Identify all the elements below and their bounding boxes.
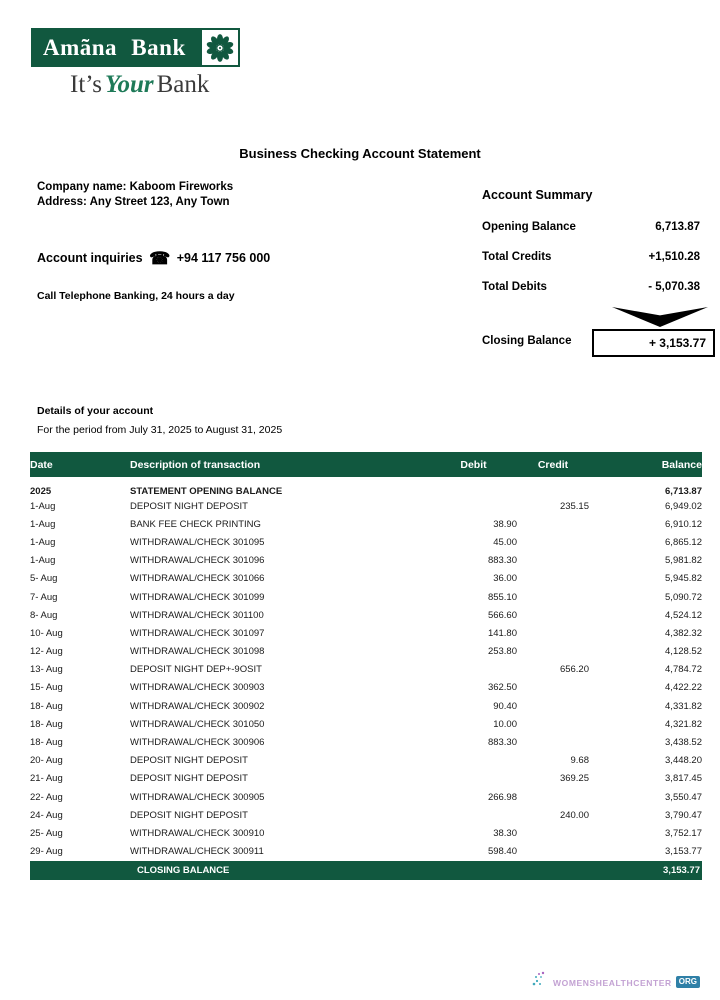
bank-flower-emblem <box>202 30 238 65</box>
closing-balance-row <box>30 861 702 880</box>
table-row: 8- Aug WITHDRAWAL/CHECK 301100 566.60 4,524.12 <box>30 609 702 621</box>
col-header-date: Date <box>30 452 130 477</box>
closing-row-label: CLOSING BALANCE <box>130 861 430 880</box>
total-credits-label: Total Credits <box>482 251 552 263</box>
flower-icon <box>205 33 235 63</box>
inquiries-phone-number: +94 117 756 000 <box>176 251 271 265</box>
table-row: 24- Aug DEPOSIT NIGHT DEPOSIT 240.00 3,790.47 <box>30 809 702 821</box>
details-heading: Details of your account <box>37 405 154 417</box>
col-header-description: Description of transaction <box>130 452 430 477</box>
account-inquiries-line <box>37 249 270 269</box>
company-name: Company name: Kaboom Fireworks <box>37 181 234 193</box>
opening-balance-label: Opening Balance <box>482 221 576 233</box>
total-debits-label: Total Debits <box>482 281 547 293</box>
table-row: 18- Aug WITHDRAWAL/CHECK 301050 10.00 4,321.82 <box>30 718 702 730</box>
statement-title: Business Checking Account Statement <box>239 146 481 161</box>
table-header-row <box>30 452 702 477</box>
company-address: Address: Any Street 123, Any Town <box>37 196 230 208</box>
tagline-bank: Bank <box>156 71 210 98</box>
statement-period: For the period from July 31, 2025 to August 31, 2025 <box>37 424 283 436</box>
table-row: 20- Aug DEPOSIT NIGHT DEPOSIT 9.68 3,448.20 <box>30 755 702 767</box>
tagline-its: It’s <box>70 71 102 98</box>
table-row: 12- Aug WITHDRAWAL/CHECK 301098 253.80 4,128.52 <box>30 646 702 658</box>
table-row: 13- Aug DEPOSIT NIGHT DEP+-9OSIT 656.20 4,784.72 <box>30 664 702 676</box>
bank-tagline <box>70 71 209 99</box>
col-header-debit: Debit <box>430 452 517 477</box>
col-header-credit: Credit <box>517 452 589 477</box>
closing-balance-label: Closing Balance <box>482 335 572 347</box>
phone-icon: ☎ <box>149 249 171 268</box>
table-row: 1-Aug WITHDRAWAL/CHECK 301095 45.00 6,865.12 <box>30 536 702 548</box>
table-row: 21- Aug DEPOSIT NIGHT DEPOSIT 369.25 3,817.45 <box>30 773 702 785</box>
table-row: 25- Aug WITHDRAWAL/CHECK 300910 38.30 3,752.17 <box>30 827 702 839</box>
table-row: 18- Aug WITHDRAWAL/CHECK 300902 90.40 4,331.82 <box>30 700 702 712</box>
table-row: 7- Aug WITHDRAWAL/CHECK 301099 855.10 5,090.72 <box>30 591 702 603</box>
watermark-swirl-icon <box>531 970 551 988</box>
table-row: 2025 STATEMENT OPENING BALANCE 6,713.87 <box>30 486 702 497</box>
closing-balance-value: + 3,153.77 <box>648 336 706 350</box>
watermark-text: WOMENSHEALTHCENTER <box>552 978 672 988</box>
transactions-table <box>30 452 702 880</box>
table-row: 1-Aug WITHDRAWAL/CHECK 301096 883.30 5,981.82 <box>30 555 702 567</box>
table-row: 10- Aug WITHDRAWAL/CHECK 301097 141.80 4,382.32 <box>30 627 702 639</box>
watermark <box>531 970 700 988</box>
total-credits-value: +1,510.28 <box>648 251 700 263</box>
company-block <box>37 180 233 210</box>
bank-logo <box>31 28 240 67</box>
transactions-body <box>30 477 702 861</box>
opening-balance-value: 6,713.87 <box>655 221 700 233</box>
tagline-your: Your <box>104 71 154 98</box>
table-row: 1-Aug BANK FEE CHECK PRINTING 38.90 6,910.12 <box>30 518 702 530</box>
telephone-banking-note: Call Telephone Banking, 24 hours a day <box>37 290 235 302</box>
arrow-down-icon <box>612 307 708 327</box>
table-row: 22- Aug WITHDRAWAL/CHECK 300905 266.98 3,550.47 <box>30 791 702 803</box>
closing-balance-box <box>592 329 715 357</box>
bank-logo-text: Amãna Bank <box>43 34 186 60</box>
table-row: 15- Aug WITHDRAWAL/CHECK 300903 362.50 4,422.22 <box>30 682 702 694</box>
account-inquiries-label: Account inquiries <box>37 251 143 265</box>
table-row: 29- Aug WITHDRAWAL/CHECK 300911 598.40 3,153.77 <box>30 846 702 858</box>
closing-row-balance: 3,153.77 <box>589 861 702 880</box>
watermark-org-badge: ORG <box>676 976 700 988</box>
total-debits-value: - 5,070.38 <box>648 281 700 293</box>
table-row: 5- Aug WITHDRAWAL/CHECK 301066 36.00 5,945.82 <box>30 573 702 585</box>
table-row: 1-Aug DEPOSIT NIGHT DEPOSIT 235.15 6,949.02 <box>30 500 702 512</box>
account-summary-heading: Account Summary <box>482 188 593 202</box>
table-row: 18- Aug WITHDRAWAL/CHECK 300906 883.30 3,438.52 <box>30 737 702 749</box>
col-header-balance: Balance <box>589 452 702 477</box>
